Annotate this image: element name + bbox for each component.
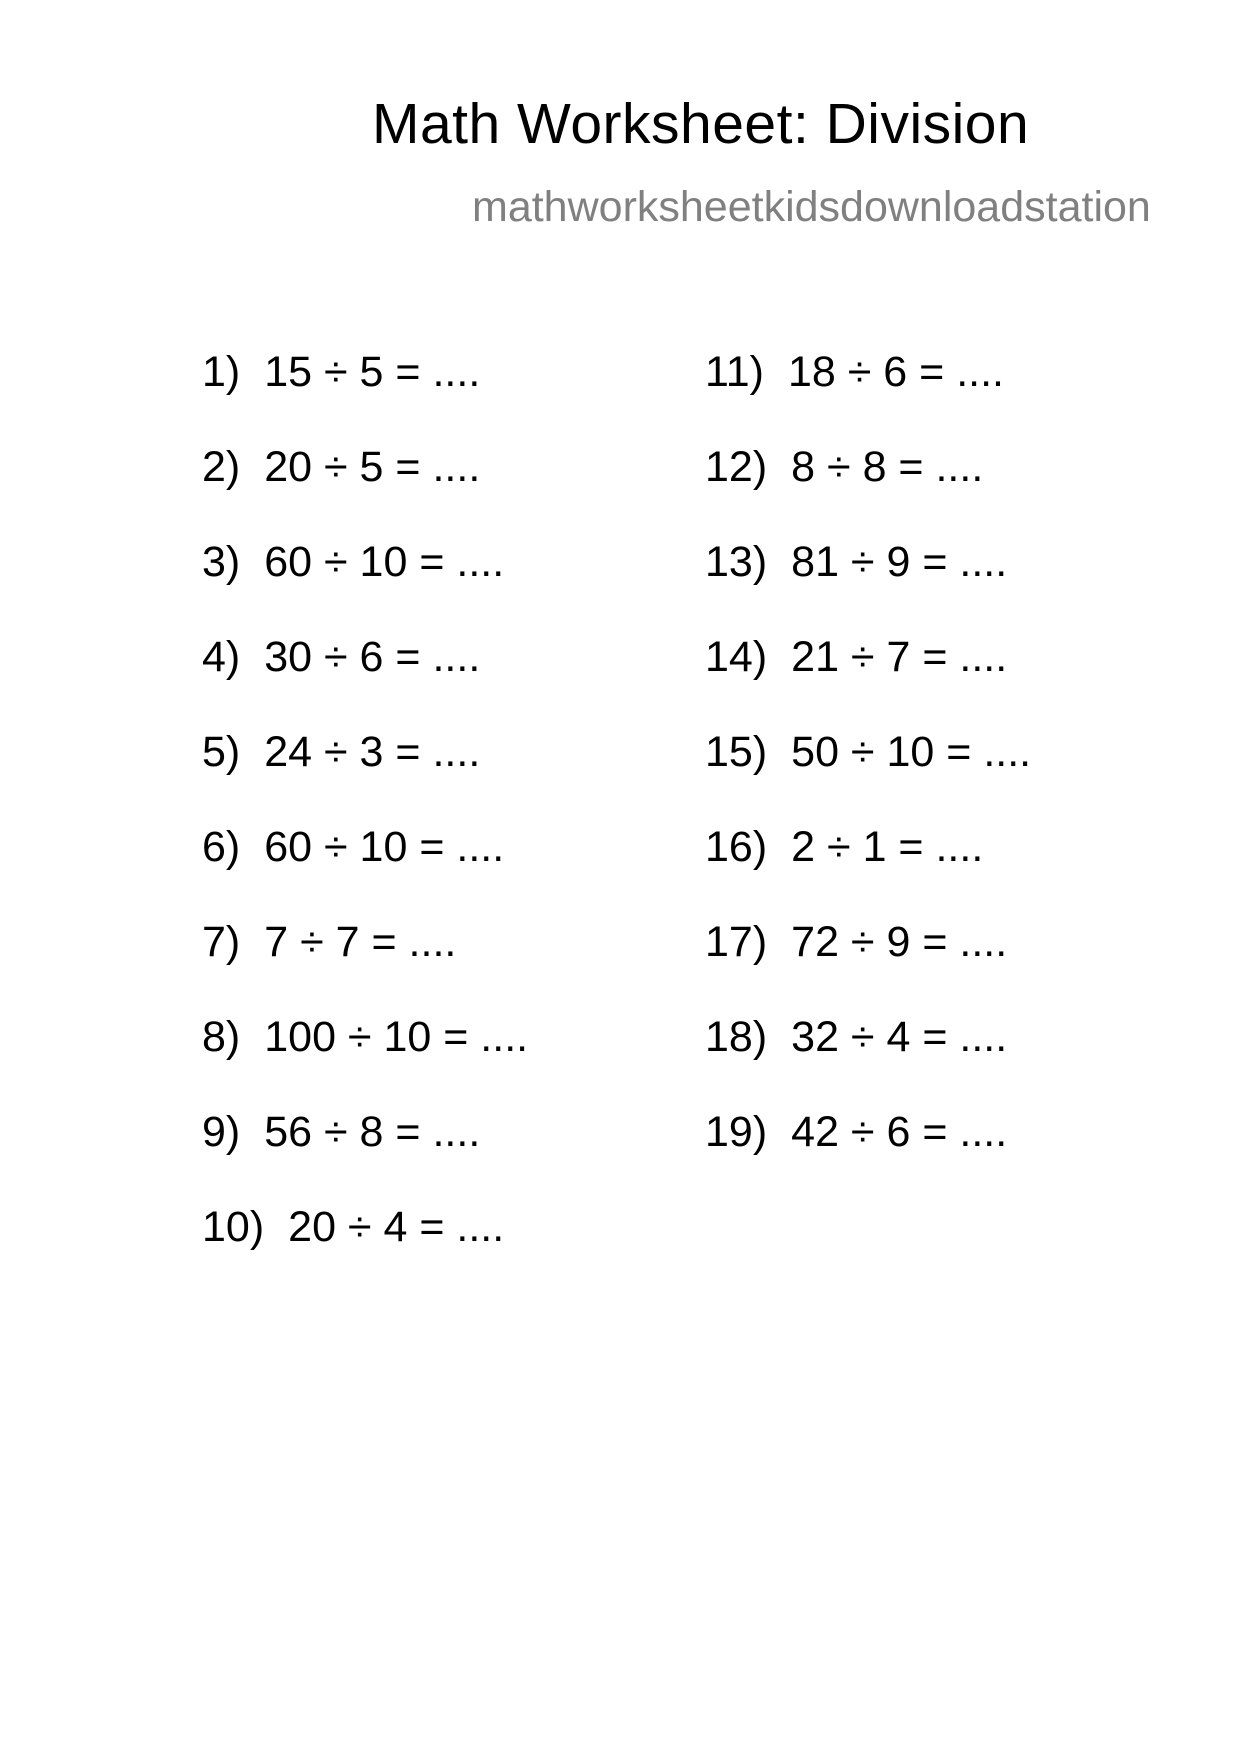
- problem-list-left: [202, 348, 529, 1301]
- problem-expression: 2 ÷ 1 = ....: [791, 823, 984, 871]
- problem-expression: 24 ÷ 3 = ....: [264, 728, 481, 776]
- problem-number: 1): [202, 348, 241, 396]
- problem-10: [202, 1203, 528, 1301]
- problem-12: [705, 443, 1031, 541]
- problem-expression: 50 ÷ 10 = ....: [791, 728, 1032, 776]
- problem-5: [202, 728, 528, 826]
- problem-number: 12): [705, 443, 768, 491]
- problem-expression: 8 ÷ 8 = ....: [791, 443, 984, 491]
- problem-number: 8): [202, 1013, 241, 1061]
- problem-expression: 72 ÷ 9 = ....: [791, 918, 1008, 966]
- problem-expression: 20 ÷ 4 = ....: [288, 1203, 505, 1251]
- problem-2: [202, 443, 528, 541]
- problem-number: 16): [705, 823, 768, 871]
- problem-list-right: [705, 348, 1032, 1206]
- page-title: Math Worksheet: Division: [372, 92, 1030, 156]
- problem-number: 11): [705, 348, 764, 396]
- problem-expression: 81 ÷ 9 = ....: [791, 538, 1008, 586]
- problem-number: 4): [202, 633, 241, 681]
- problem-14: [705, 633, 1031, 731]
- problem-expression: 30 ÷ 6 = ....: [264, 633, 481, 681]
- problem-number: 6): [202, 823, 241, 871]
- problem-expression: 60 ÷ 10 = ....: [264, 538, 505, 586]
- problem-expression: 42 ÷ 6 = ....: [791, 1108, 1008, 1156]
- problem-3: [202, 538, 528, 636]
- problem-number: 9): [202, 1108, 241, 1156]
- problem-8: [202, 1013, 529, 1111]
- problem-number: 17): [705, 918, 768, 966]
- problem-7: [202, 918, 528, 1016]
- problem-6: [202, 823, 528, 921]
- problem-1: [202, 348, 528, 446]
- problem-11: [705, 348, 1031, 446]
- problem-number: 18): [705, 1013, 768, 1061]
- problem-number: 2): [202, 443, 241, 491]
- problem-expression: 60 ÷ 10 = ....: [264, 823, 505, 871]
- problem-15: [705, 728, 1032, 826]
- problem-expression: 21 ÷ 7 = ....: [791, 633, 1008, 681]
- problem-expression: 56 ÷ 8 = ....: [264, 1108, 481, 1156]
- problem-expression: 15 ÷ 5 = ....: [264, 348, 481, 396]
- problem-number: 19): [705, 1108, 768, 1156]
- problem-number: 15): [705, 728, 768, 776]
- problem-19: [705, 1108, 1031, 1206]
- problem-18: [705, 1013, 1031, 1111]
- problem-9: [202, 1108, 528, 1206]
- problem-expression: 32 ÷ 4 = ....: [791, 1013, 1008, 1061]
- page-subtitle: mathworksheetkidsdownloadstation: [472, 183, 1151, 231]
- problem-17: [705, 918, 1031, 1016]
- problem-number: 10): [202, 1203, 265, 1251]
- problem-number: 3): [202, 538, 241, 586]
- problem-expression: 100 ÷ 10 = ....: [264, 1013, 529, 1061]
- problem-number: 7): [202, 918, 241, 966]
- problem-4: [202, 633, 528, 731]
- problem-number: 14): [705, 633, 768, 681]
- problem-16: [705, 823, 1031, 921]
- problem-number: 13): [705, 538, 768, 586]
- problem-13: [705, 538, 1031, 636]
- problem-expression: 18 ÷ 6 = ....: [787, 348, 1004, 396]
- problem-expression: 7 ÷ 7 = ....: [264, 918, 457, 966]
- problem-expression: 20 ÷ 5 = ....: [264, 443, 481, 491]
- problem-number: 5): [202, 728, 241, 776]
